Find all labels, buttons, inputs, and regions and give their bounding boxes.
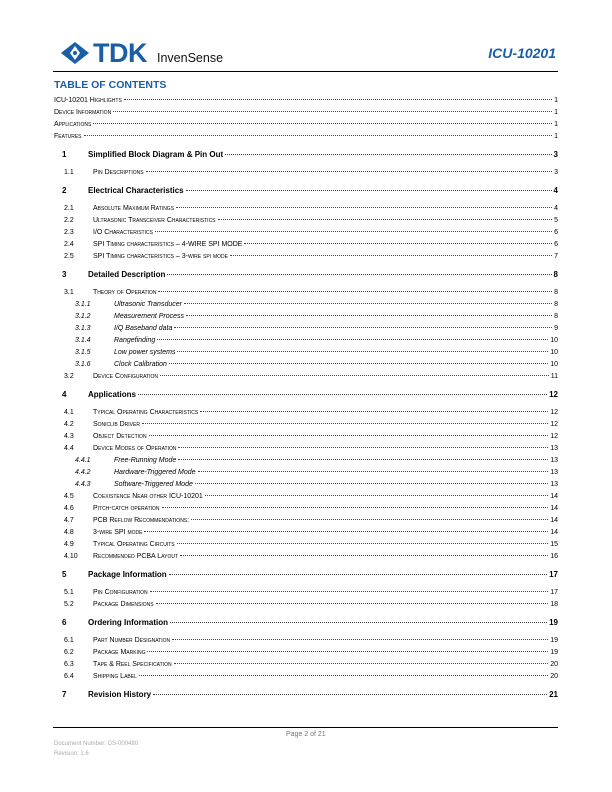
toc-entry-number: 2.3 (64, 229, 74, 236)
toc-entry-title: Coexistence Near other ICU-10201 (93, 493, 203, 500)
toc-entry-page: 10 (550, 361, 558, 368)
toc-entry-page: 14 (550, 493, 558, 500)
document-title: ICU-10201 (488, 45, 556, 61)
toc-entry-title: Typical Operating Circuits (93, 541, 175, 548)
toc-entry-title: Ultrasonic Transceiver Characteristics (93, 217, 216, 224)
toc-entry[interactable] (54, 251, 558, 263)
toc-entry[interactable] (54, 617, 558, 629)
toc-entry-number: 3.1.5 (75, 349, 91, 356)
dot-leader (158, 291, 552, 292)
toc-entry-title: Detailed Description (88, 270, 166, 279)
toc-entry-number: 5 (62, 570, 67, 579)
toc-entry-title: 3-wire SPI mode (93, 529, 143, 536)
toc-entry[interactable] (54, 689, 558, 701)
toc-entry[interactable] (54, 431, 558, 443)
toc-entry-number: 3.1 (64, 289, 74, 296)
toc-entry-title: Recommended PCBA Layout (93, 553, 179, 560)
tdk-invensense-logo (60, 38, 224, 68)
toc-entry[interactable] (54, 467, 558, 479)
dot-leader (225, 154, 551, 155)
toc-entry-title: Device Modes of Operation (93, 445, 177, 452)
toc-entry-title: Free-Running Mode (114, 457, 177, 464)
toc-entry-page: 17 (550, 589, 558, 596)
dot-leader (174, 663, 549, 664)
table-of-contents (54, 95, 558, 707)
toc-entry-number: 4.4.2 (75, 469, 91, 476)
toc-entry[interactable] (54, 239, 558, 251)
toc-entry-number: 3 (62, 270, 67, 279)
toc-entry-number: 4.3 (64, 433, 74, 440)
toc-entry-title: Package Dimensions (93, 601, 154, 608)
toc-entry[interactable] (54, 659, 558, 671)
toc-entry-title: Simplified Block Diagram & Pin Out (88, 150, 224, 159)
brand-name: InvenSense (157, 51, 224, 65)
toc-entry-page: 19 (550, 649, 558, 656)
toc-entry-number: 4.7 (64, 517, 74, 524)
toc-entry-page: 6 (554, 241, 558, 248)
toc-entry-number: 4.4.3 (75, 481, 91, 488)
toc-entry[interactable] (54, 635, 558, 647)
toc-entry-title: SPI Timing characteristics – 3-wire spi mode (93, 253, 229, 260)
toc-entry-page: 1 (554, 109, 558, 116)
toc-entry-title: Hardware-Triggered Mode (114, 469, 196, 476)
toc-entry-page: 12 (550, 421, 558, 428)
dot-leader (178, 447, 548, 448)
footer-divider (53, 727, 558, 728)
toc-entry-page: 12 (550, 433, 558, 440)
toc-entry-number: 4.5 (64, 493, 74, 500)
toc-entry[interactable] (54, 323, 558, 335)
toc-entry-page: 15 (550, 541, 558, 548)
toc-entry-page: 13 (550, 445, 558, 452)
toc-entry-page: 10 (550, 349, 558, 356)
toc-entry-page: 13 (550, 481, 558, 488)
dot-leader (153, 694, 547, 695)
toc-entry[interactable] (54, 287, 558, 299)
dot-leader (178, 459, 548, 460)
dot-leader (180, 555, 548, 556)
toc-entry-title: Object Detection (93, 433, 147, 440)
toc-entry-number: 6.2 (64, 649, 74, 656)
toc-entry-page: 11 (550, 373, 558, 380)
dot-leader (149, 435, 549, 436)
dot-leader (177, 351, 548, 352)
toc-entry[interactable] (54, 311, 558, 323)
toc-entry-number: 5.1 (64, 589, 74, 596)
toc-entry-title: I/O Characteristics (93, 229, 153, 236)
revision: Revision: 1.6 (54, 751, 89, 757)
dot-leader (124, 99, 552, 100)
toc-entry-title: Part Number Designation (93, 637, 171, 644)
dot-leader (156, 603, 549, 604)
toc-entry-page: 4 (553, 186, 558, 195)
toc-entry-number: 2 (62, 186, 67, 195)
dot-leader (147, 651, 548, 652)
toc-entry-title: Software-Triggered Mode (114, 481, 193, 488)
toc-entry-number: 1.1 (64, 169, 74, 176)
dot-leader (186, 190, 552, 191)
toc-entry[interactable] (54, 227, 558, 239)
toc-entry-page: 3 (553, 150, 558, 159)
toc-entry-number: 4.10 (64, 553, 78, 560)
toc-entry-number: 7 (62, 690, 67, 699)
toc-entry[interactable] (54, 107, 558, 119)
dot-leader (162, 507, 549, 508)
toc-entry-page: 17 (549, 570, 558, 579)
toc-entry[interactable] (54, 371, 558, 383)
dot-leader (177, 543, 549, 544)
toc-entry[interactable] (54, 503, 558, 515)
toc-entry-title: Applications (88, 390, 137, 399)
toc-entry[interactable] (54, 149, 558, 161)
dot-leader (93, 123, 552, 124)
dot-leader (176, 207, 552, 208)
toc-entry[interactable] (54, 335, 558, 347)
page-number: Page 2 of 21 (286, 731, 326, 738)
toc-entry[interactable] (54, 599, 558, 611)
toc-entry[interactable] (54, 479, 558, 491)
logo-text: TDK (93, 38, 147, 68)
toc-entry-number: 4.6 (64, 505, 74, 512)
toc-entry-title: PCB Reflow Recommendations: (93, 517, 190, 524)
dot-leader (150, 591, 549, 592)
toc-entry-page: 19 (550, 637, 558, 644)
dot-leader (174, 327, 552, 328)
toc-entry-title: Absolute Maximum Ratings (93, 205, 175, 212)
toc-entry-number: 6.3 (64, 661, 74, 668)
dot-leader (198, 471, 549, 472)
toc-entry-page: 18 (550, 601, 558, 608)
toc-entry[interactable] (54, 299, 558, 311)
toc-entry-page: 1 (554, 133, 558, 140)
toc-entry[interactable] (54, 359, 558, 371)
dot-leader (167, 274, 551, 275)
dot-leader (186, 315, 552, 316)
tdk-logo-icon (60, 41, 90, 65)
toc-entry-page: 8 (554, 301, 558, 308)
toc-entry-title: Device Configuration (93, 373, 159, 380)
toc-entry-title: Rangefinding (114, 337, 156, 344)
toc-entry-number: 4.9 (64, 541, 74, 548)
toc-entry-number: 2.5 (64, 253, 74, 260)
toc-entry-number: 3.1.6 (75, 361, 91, 368)
toc-entry-page: 1 (554, 97, 558, 104)
toc-entry-page: 14 (550, 517, 558, 524)
toc-entry-page: 19 (549, 618, 558, 627)
header-divider (53, 71, 558, 72)
dot-leader (142, 423, 548, 424)
toc-entry-page: 20 (550, 661, 558, 668)
toc-entry[interactable] (54, 167, 558, 179)
toc-entry-title: Package Information (88, 570, 167, 579)
toc-entry[interactable] (54, 491, 558, 503)
toc-entry-number: 6 (62, 618, 67, 627)
toc-entry-page: 8 (554, 289, 558, 296)
toc-entry-title: Tape & Reel Specification (93, 661, 172, 668)
toc-entry-title: Typical Operating Characteristics (93, 409, 199, 416)
toc-entry-number: 4.8 (64, 529, 74, 536)
dot-leader (84, 135, 553, 136)
toc-entry-page: 14 (550, 505, 558, 512)
toc-entry-title: Revision History (88, 690, 152, 699)
toc-entry-title: Electrical Characteristics (88, 186, 184, 195)
toc-entry-number: 3.2 (64, 373, 74, 380)
toc-entry-title: Ordering Information (88, 618, 168, 627)
toc-entry-title: SPI Timing characteristics – 4-WIRE SPI MODE (93, 241, 243, 248)
toc-entry[interactable] (54, 203, 558, 215)
toc-entry-title: Device Information (54, 109, 112, 116)
dot-leader (113, 111, 552, 112)
toc-entry-number: 3.1.1 (75, 301, 91, 308)
toc-entry[interactable] (54, 389, 558, 401)
toc-entry-page: 12 (550, 409, 558, 416)
toc-entry-page: 5 (554, 217, 558, 224)
toc-entry-title: Applications (54, 121, 92, 128)
toc-entry-title: Shipping Label (93, 673, 137, 680)
toc-entry-title: Package Marking (93, 649, 146, 656)
toc-entry[interactable] (54, 551, 558, 563)
toc-entry-title: Clock Calibration (114, 361, 167, 368)
toc-entry[interactable] (54, 95, 558, 107)
toc-entry-page: 21 (549, 690, 558, 699)
toc-entry[interactable] (54, 269, 558, 281)
toc-entry[interactable] (54, 647, 558, 659)
dot-leader (191, 519, 548, 520)
toc-entry-number: 5.2 (64, 601, 74, 608)
dot-leader (169, 574, 547, 575)
toc-entry-number: 1 (62, 150, 67, 159)
toc-entry-page: 3 (554, 169, 558, 176)
toc-entry-number: 4.2 (64, 421, 74, 428)
toc-entry[interactable] (54, 671, 558, 683)
toc-entry[interactable] (54, 131, 558, 143)
toc-entry-page: 14 (550, 529, 558, 536)
toc-entry-title: Pin Descriptions (93, 169, 144, 176)
toc-entry-number: 2.4 (64, 241, 74, 248)
toc-entry-title: Measurement Process (114, 313, 185, 320)
document-number: Document Number: DS-000480 (54, 741, 139, 747)
toc-entry-title: Pitch-catch operation (93, 505, 160, 512)
toc-entry-number: 4 (62, 390, 67, 399)
toc-entry-title: Theory of Operation (93, 289, 157, 296)
toc-entry[interactable] (54, 515, 558, 527)
dot-leader (146, 171, 553, 172)
dot-leader (230, 255, 552, 256)
dot-leader (170, 622, 547, 623)
toc-entry-number: 3.1.4 (75, 337, 91, 344)
toc-entry-number: 4.4 (64, 445, 74, 452)
dot-leader (138, 394, 547, 395)
toc-entry[interactable] (54, 347, 558, 359)
toc-entry[interactable] (54, 539, 558, 551)
dot-leader (169, 363, 548, 364)
dot-leader (195, 483, 548, 484)
toc-entry-number: 4.4.1 (75, 457, 91, 464)
toc-entry[interactable] (54, 407, 558, 419)
toc-entry-page: 8 (553, 270, 558, 279)
toc-entry-title: I/Q Baseband data (114, 325, 173, 332)
toc-entry-number: 6.1 (64, 637, 74, 644)
toc-entry-page: 13 (550, 469, 558, 476)
toc-entry-number: 4.1 (64, 409, 74, 416)
toc-entry-page: 6 (554, 229, 558, 236)
toc-entry[interactable] (54, 569, 558, 581)
toc-entry-title: Soniclib Driver (93, 421, 140, 428)
toc-entry[interactable] (54, 455, 558, 467)
dot-leader (172, 639, 548, 640)
toc-entry-title: Low power systems (114, 349, 176, 356)
toc-entry-number: 3.1.3 (75, 325, 91, 332)
toc-entry-page: 8 (554, 313, 558, 320)
dot-leader (200, 411, 548, 412)
dot-leader (155, 231, 552, 232)
toc-entry[interactable] (54, 443, 558, 455)
toc-entry-number: 2.2 (64, 217, 74, 224)
dot-leader (157, 339, 548, 340)
dot-leader (218, 219, 553, 220)
toc-entry[interactable] (54, 215, 558, 227)
toc-entry-page: 7 (554, 253, 558, 260)
toc-entry-number: 2.1 (64, 205, 74, 212)
toc-entry-title: Features (54, 133, 82, 140)
toc-entry[interactable] (54, 185, 558, 197)
toc-entry-title: Pin Configuration (93, 589, 148, 596)
dot-leader (244, 243, 552, 244)
toc-heading: TABLE OF CONTENTS (54, 79, 167, 91)
toc-entry-page: 9 (554, 325, 558, 332)
toc-entry-page: 1 (554, 121, 558, 128)
toc-entry-title: ICU-10201 Highlights (54, 97, 122, 104)
dot-leader (144, 531, 548, 532)
toc-entry-page: 10 (550, 337, 558, 344)
toc-entry-page: 13 (550, 457, 558, 464)
toc-entry-title: Ultrasonic Transducer (114, 301, 182, 308)
toc-entry[interactable] (54, 119, 558, 131)
toc-entry-page: 4 (554, 205, 558, 212)
toc-entry-page: 12 (549, 390, 558, 399)
dot-leader (160, 375, 549, 376)
toc-entry[interactable] (54, 587, 558, 599)
toc-entry-page: 20 (550, 673, 558, 680)
toc-entry[interactable] (54, 419, 558, 431)
toc-entry-number: 6.4 (64, 673, 74, 680)
dot-leader (139, 675, 548, 676)
toc-entry-page: 16 (550, 553, 558, 560)
toc-entry-number: 3.1.2 (75, 313, 91, 320)
dot-leader (184, 303, 552, 304)
dot-leader (205, 495, 548, 496)
toc-entry[interactable] (54, 527, 558, 539)
